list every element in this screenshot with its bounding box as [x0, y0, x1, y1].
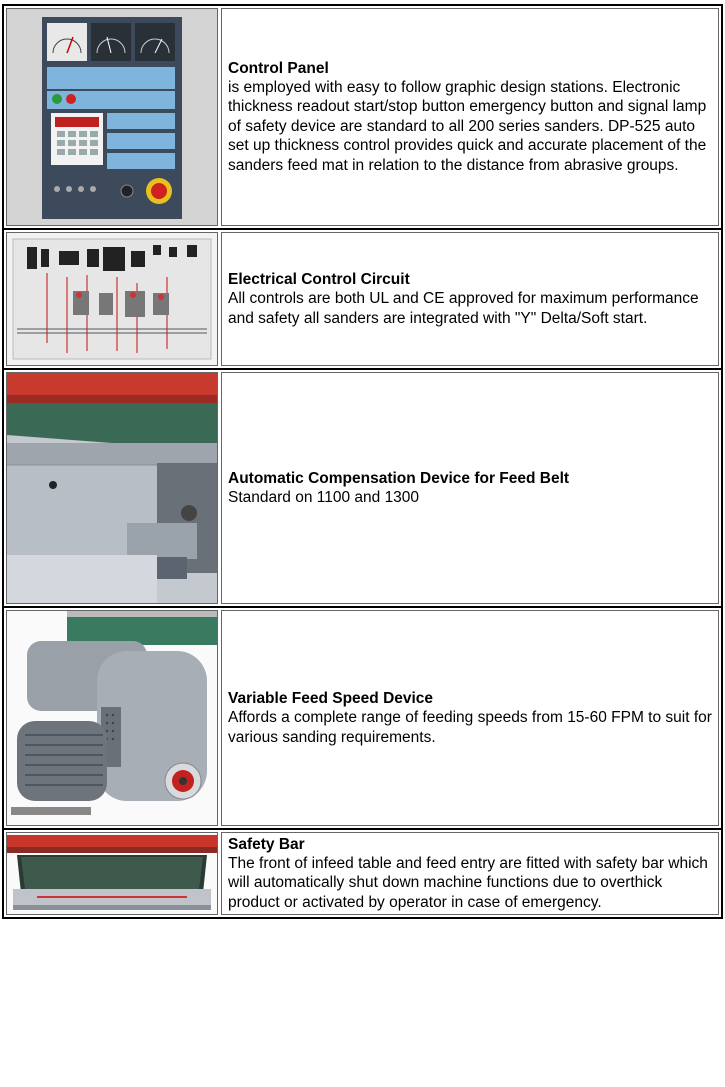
electrical-circuit-photo [6, 232, 218, 366]
feature-title: Safety Bar [228, 835, 305, 853]
feature-row-electrical-circuit [4, 230, 721, 368]
feature-description: The front of infeed table and feed entry are fitted with safety bar which will automatically shut down machine functions due to overthick product or activated by operator in case of emergency. [228, 854, 708, 911]
feature-table [2, 4, 723, 919]
feature-row-compensation-device [4, 370, 721, 606]
feature-row-safety-bar [4, 830, 721, 917]
feature-title: Control Panel [228, 59, 329, 77]
feed-speed-text-cell [221, 610, 719, 826]
control-panel-photo [6, 8, 218, 226]
feature-title: Variable Feed Speed Device [228, 690, 434, 707]
feature-description: All controls are both UL and CE approved for maximum performance and safety all sanders are integrated with "Y" Delta/Soft start. [228, 290, 699, 327]
feature-description: is employed with easy to follow graphic design stations. Electronic thickness readout start/stop button emergency button and signal lamp of safety device are standard to all 200 series sanders. DP-525 auto set up thickness control provides quick and accurate placement of the sanders feed mat in relation to the distance from abrasive groups. [228, 78, 707, 174]
compensation-device-photo [6, 372, 218, 604]
electrical-circuit-text-cell [221, 232, 719, 366]
feature-row-control-panel [4, 6, 721, 228]
feature-description: Affords a complete range of feeding speeds from 15-60 FPM to suit for various sanding requirements. [228, 709, 712, 746]
compensation-device-text-cell [221, 372, 719, 604]
safety-bar-text-cell [221, 832, 719, 915]
feature-title: Automatic Compensation Device for Feed Belt [228, 469, 570, 487]
feature-row-feed-speed [4, 608, 721, 828]
feature-title: Electrical Control Circuit [228, 271, 410, 288]
control-panel-text-cell [221, 8, 719, 226]
safety-bar-photo [6, 832, 218, 915]
feature-description: Standard on 1100 and 1300 [228, 488, 420, 506]
feed-speed-motor-photo [6, 610, 218, 826]
